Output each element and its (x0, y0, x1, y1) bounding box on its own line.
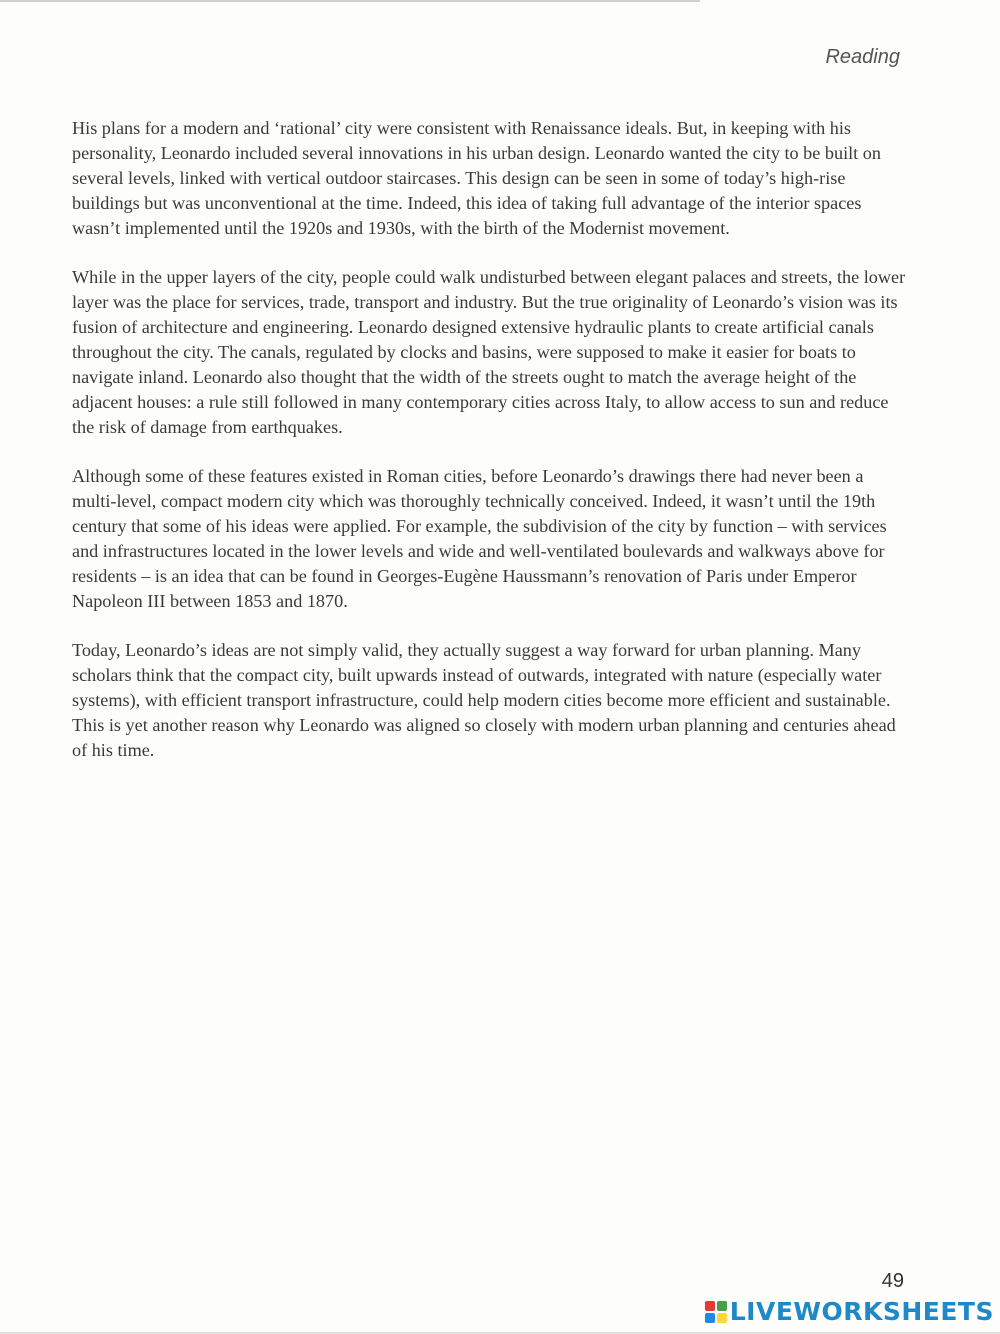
article-body (72, 116, 907, 787)
liveworksheets-watermark[interactable] (705, 1297, 994, 1326)
section-header: Reading (825, 46, 900, 68)
logo-tile (705, 1301, 715, 1311)
paragraph-2: While in the upper layers of the city, people could walk undisturbed between elegant palaces and streets, the lower layer was the place for services, trade, transport and industry. But the true originality of Leonardo’s vision was its fusion of architecture and engineering. Leonardo designed extensive hydraulic plants to create artificial canals throughout the city. The canals, regulated by clocks and basins, were supposed to make it easier for boats to navigate inland. Leonardo also thought that the width of the streets ought to match the average height of the adjacent houses: a rule still followed in many contemporary cities across Italy, to allow access to sun and reduce the risk of damage from earthquakes. (72, 267, 906, 437)
paragraph-3: Although some of these features existed in Roman cities, before Leonardo’s drawings there had never been a multi-level, compact modern city which was thoroughly technically conceived. Indeed, it wasn’t until the 19th century that some of his ideas were applied. For example, the subdivision of the city by function – with services and infrastructures located in the lower levels and wide and well-ventilated boulevards and walkways above for residents – is an idea that can be found in Georges-Eugène Haussmann’s renovation of Paris under Emperor Napoleon III between 1853 and 1870. (72, 466, 887, 611)
paragraph-4: Today, Leonardo’s ideas are not simply valid, they actually suggest a way forward for urban planning. Many scholars think that the compact city, built upwards instead of outwards, integrated with nature (especially water systems), with efficient transport infrastructure, could help modern cities become more efficient and sustainable. This is yet another reason why Leonardo was aligned so closely with modern urban planning and centuries ahead of his time. (72, 640, 896, 760)
top-rule (0, 0, 700, 2)
watermark-text: LIVEWORKSHEETS (729, 1297, 994, 1326)
logo-tile (717, 1313, 727, 1323)
page-number: 49 (881, 1270, 904, 1292)
paragraph-1: His plans for a modern and ‘rational’ city were consistent with Renaissance ideals. But, in keeping with his personality, Leonardo included several innovations in his urban design. Leonardo wanted the city to be built on several levels, linked with vertical outdoor staircases. This design can be seen in some of today’s high-rise buildings but was unconventional at the time. Indeed, this idea of taking full advantage of the interior spaces wasn’t implemented until the 1920s and 1930s, with the birth of the Modernist movement. (72, 118, 881, 238)
logo-tile (705, 1313, 715, 1323)
logo-tile (717, 1301, 727, 1311)
liveworksheets-logo-icon (705, 1301, 727, 1323)
